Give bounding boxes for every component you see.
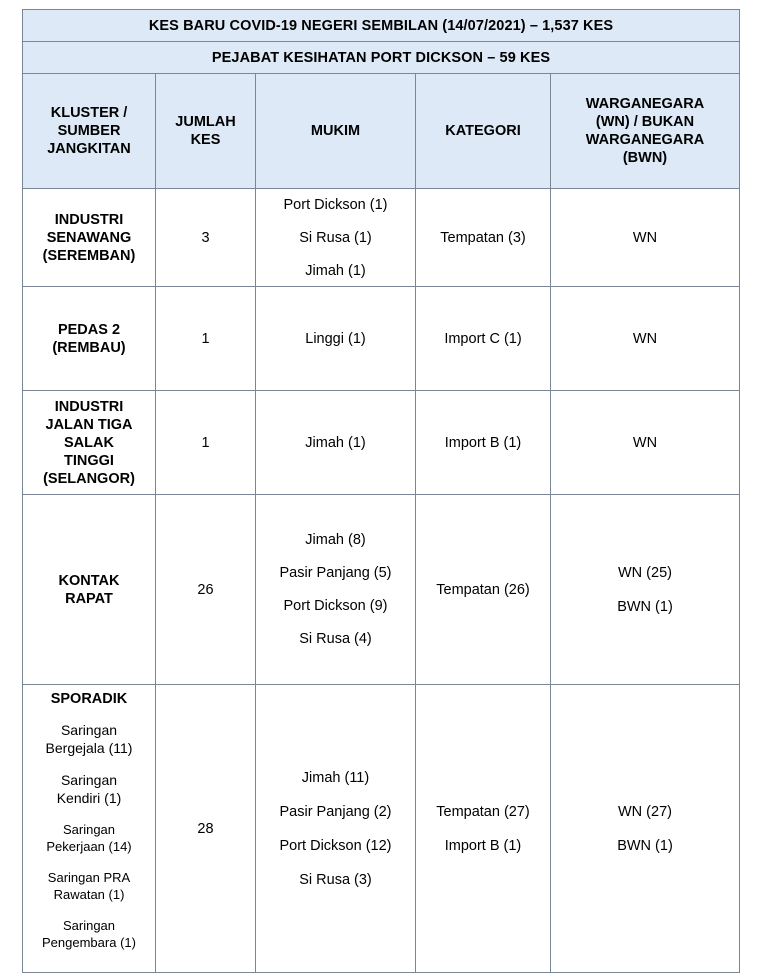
cluster-name [23,685,156,973]
case-count: 1 [156,391,256,495]
citizenship-list: WN (27) BWN (1) [551,685,740,973]
header-mukim: MUKIM [256,74,416,189]
category-list: Tempatan (3) [416,189,551,287]
screening-item: Saringan PRA Rawatan (1) [47,870,131,902]
table-row [23,189,740,287]
office-title: PEJABAT KESIHATAN PORT DICKSON – 59 KES [23,42,740,74]
category-list: Import C (1) [416,287,551,391]
category-list: Import B (1) [416,391,551,495]
category-list: Tempatan (27) Import B (1) [416,685,551,973]
screening-item: Saringan Pekerjaan (14) [46,822,132,854]
citizenship-list: WN [551,189,740,287]
cluster-title: SPORADIK [50,691,128,707]
case-count: 26 [156,495,256,685]
table-row [23,495,740,685]
table-row [23,391,740,495]
screening-item: Saringan Pengembara (1) [42,918,136,950]
table-row [23,685,740,973]
mukim-list: Jimah (8) Pasir Panjang (5) Port Dickson (9) Si Rusa (4) [256,495,416,685]
screening-item: Saringan Kendiri (1) [56,772,122,806]
mukim-list: Jimah (11) Pasir Panjang (2) Port Dickson (12) Si Rusa (3) [256,685,416,973]
case-count: 3 [156,189,256,287]
mukim-list: Linggi (1) [256,287,416,391]
citizenship-list: WN [551,391,740,495]
cluster-name: KONTAK RAPAT [23,495,156,685]
header-cluster: KLUSTER / SUMBER JANGKITAN [23,74,156,189]
case-count: 28 [156,685,256,973]
citizenship-list: WN [551,287,740,391]
mukim-list: Jimah (1) [256,391,416,495]
state-title: KES BARU COVID-19 NEGERI SEMBILAN (14/07/2021) – 1,537 KES [23,10,740,42]
category-list: Tempatan (26) [416,495,551,685]
table-row [23,287,740,391]
case-table [22,9,740,973]
cluster-name: INDUSTRI JALAN TIGA SALAK TINGGI (SELANGOR) [23,391,156,495]
covid-case-report [22,9,739,950]
header-citizenship: WARGANEGARA (WN) / BUKAN WARGANEGARA (BWN) [551,74,740,189]
cluster-name: INDUSTRI SENAWANG (SEREMBAN) [23,189,156,287]
header-category: KATEGORI [416,74,551,189]
case-count: 1 [156,287,256,391]
mukim-list: Port Dickson (1) Si Rusa (1) Jimah (1) [256,189,416,287]
header-count: JUMLAH KES [156,74,256,189]
screening-item: Saringan Bergejala (11) [45,722,133,756]
cluster-name: PEDAS 2 (REMBAU) [23,287,156,391]
citizenship-list: WN (25) BWN (1) [551,495,740,685]
